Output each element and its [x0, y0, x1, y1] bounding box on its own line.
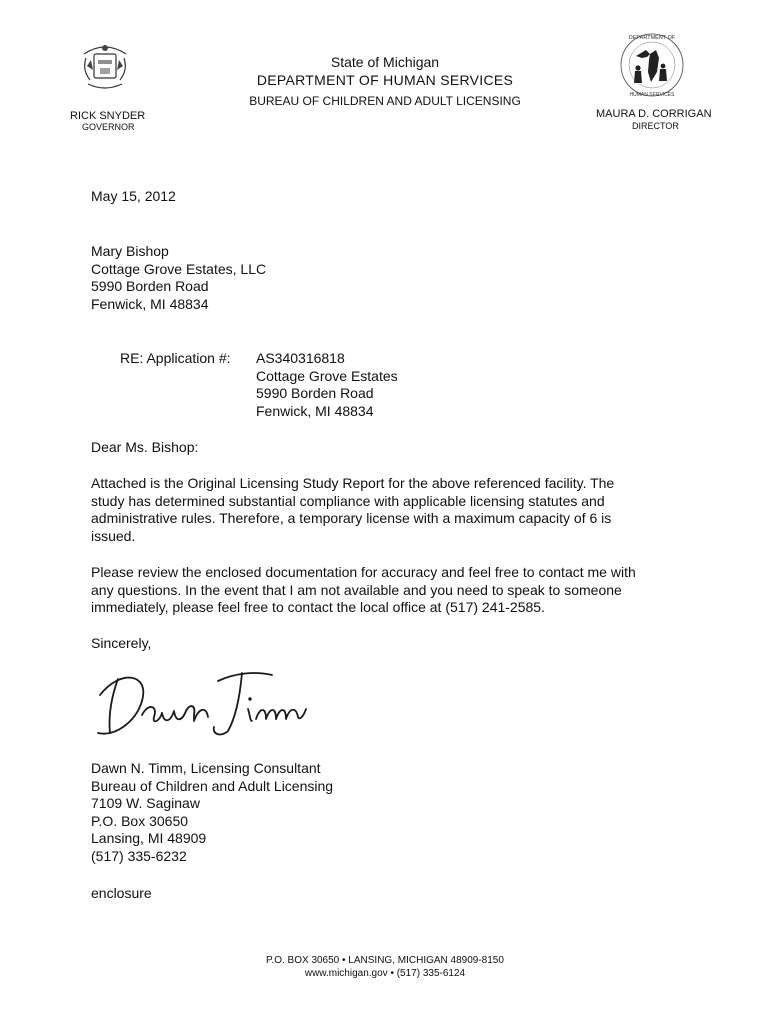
header-state: State of Michigan [330, 54, 440, 70]
signer-line: 7109 W. Saginaw [91, 795, 200, 811]
signer-line: Lansing, MI 48909 [91, 830, 207, 846]
paragraph-line: any questions. In the event that I am not available and you need to speak to someone [91, 581, 622, 598]
re-line: Cottage Grove Estates [256, 367, 398, 384]
salutation: Dear Ms. Bishop: [91, 439, 199, 455]
signature-icon [90, 655, 320, 745]
closing: Sincerely, [91, 635, 152, 651]
governor-name: RICK SNYDER [70, 110, 146, 122]
letter-date: May 15, 2012 [91, 188, 176, 204]
re-line: Fenwick, MI 48834 [256, 402, 374, 419]
signer-line: P.O. Box 30650 [91, 812, 189, 829]
paragraph-line: issued. [91, 527, 136, 544]
re-line: 5990 Borden Road [256, 385, 374, 401]
header-department: DEPARTMENT OF HUMAN SERVICES [256, 72, 514, 88]
signer-line: (517) 335-6232 [91, 847, 187, 864]
footer-contact: www.michigan.gov • (517) 335-6124 [304, 968, 466, 979]
paragraph-line: administrative rules. Therefore, a temporary license with a maximum capacity of 6 is [91, 510, 612, 526]
signer-line: Bureau of Children and Adult Licensing [91, 777, 334, 794]
re-label: RE: Application #: [120, 350, 231, 366]
paragraph-2 [91, 564, 691, 617]
recipient-line: Cottage Grove Estates, LLC [91, 260, 267, 277]
paragraph-line: Please review the enclosed documentation for accuracy and feel free to contact me with [91, 564, 636, 580]
director-name: MAURA D. CORRIGAN [596, 108, 712, 120]
signer-block [91, 760, 691, 865]
recipient-address [91, 243, 691, 313]
paragraph-line: study has determined substantial compliance with applicable licensing statutes and [91, 492, 605, 509]
header-bureau: BUREAU OF CHILDREN AND ADULT LICENSING [249, 94, 521, 108]
svg-text:HUMAN SERVICES: HUMAN SERVICES [629, 92, 675, 98]
enclosure-note: enclosure [91, 885, 152, 901]
paragraph-line: immediately, please feel free to contact the local office at (517) 241-2585. [91, 599, 545, 615]
paragraph-line: Attached is the Original Licensing Study Report for the above referenced facility. The [91, 475, 615, 491]
governor-title: GOVERNOR [82, 122, 135, 132]
recipient-line: 5990 Borden Road [91, 278, 209, 294]
recipient-line: Mary Bishop [91, 243, 169, 259]
re-details [256, 350, 398, 420]
paragraph-1 [91, 475, 691, 545]
recipient-line: Fenwick, MI 48834 [91, 295, 209, 312]
director-title: DIRECTOR [632, 121, 679, 131]
signer-line: Dawn N. Timm, Licensing Consultant [91, 760, 321, 776]
svg-text:DEPARTMENT OF: DEPARTMENT OF [628, 35, 676, 41]
re-line: AS340316818 [256, 350, 345, 366]
footer-address: P.O. BOX 30650 • LANSING, MICHIGAN 48909-8150 [266, 955, 504, 966]
